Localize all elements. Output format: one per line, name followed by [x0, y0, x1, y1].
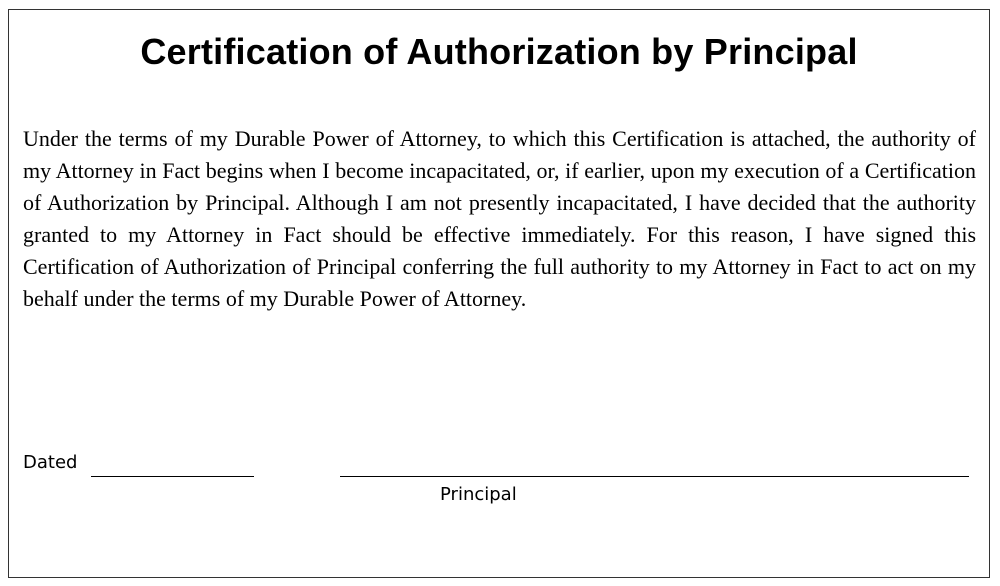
principal-signature-line: [340, 476, 969, 477]
document-frame: [8, 9, 990, 578]
certification-paragraph: Under the terms of my Durable Power of Attorney, to which this Certification is attached, the authority of my Attorney in Fact begins when I become incapacitated, or, if earlier, upon my execution of a Certification of Authorization by Principal. Although I am not presently incapacitated, I have decided that the authority granted to my Attorney in Fact should be effective immediately. For this reason, I have signed this Certification of Authorization of Principal conferring the full authority to my Attorney in Fact to act on my behalf under the terms of my Durable Power of Attorney.: [23, 126, 976, 311]
document-title: Certification of Authorization by Principal: [140, 31, 858, 72]
principal-label: Principal: [440, 484, 517, 505]
dated-label: Dated: [23, 452, 78, 473]
dated-blank-line: [91, 476, 254, 477]
